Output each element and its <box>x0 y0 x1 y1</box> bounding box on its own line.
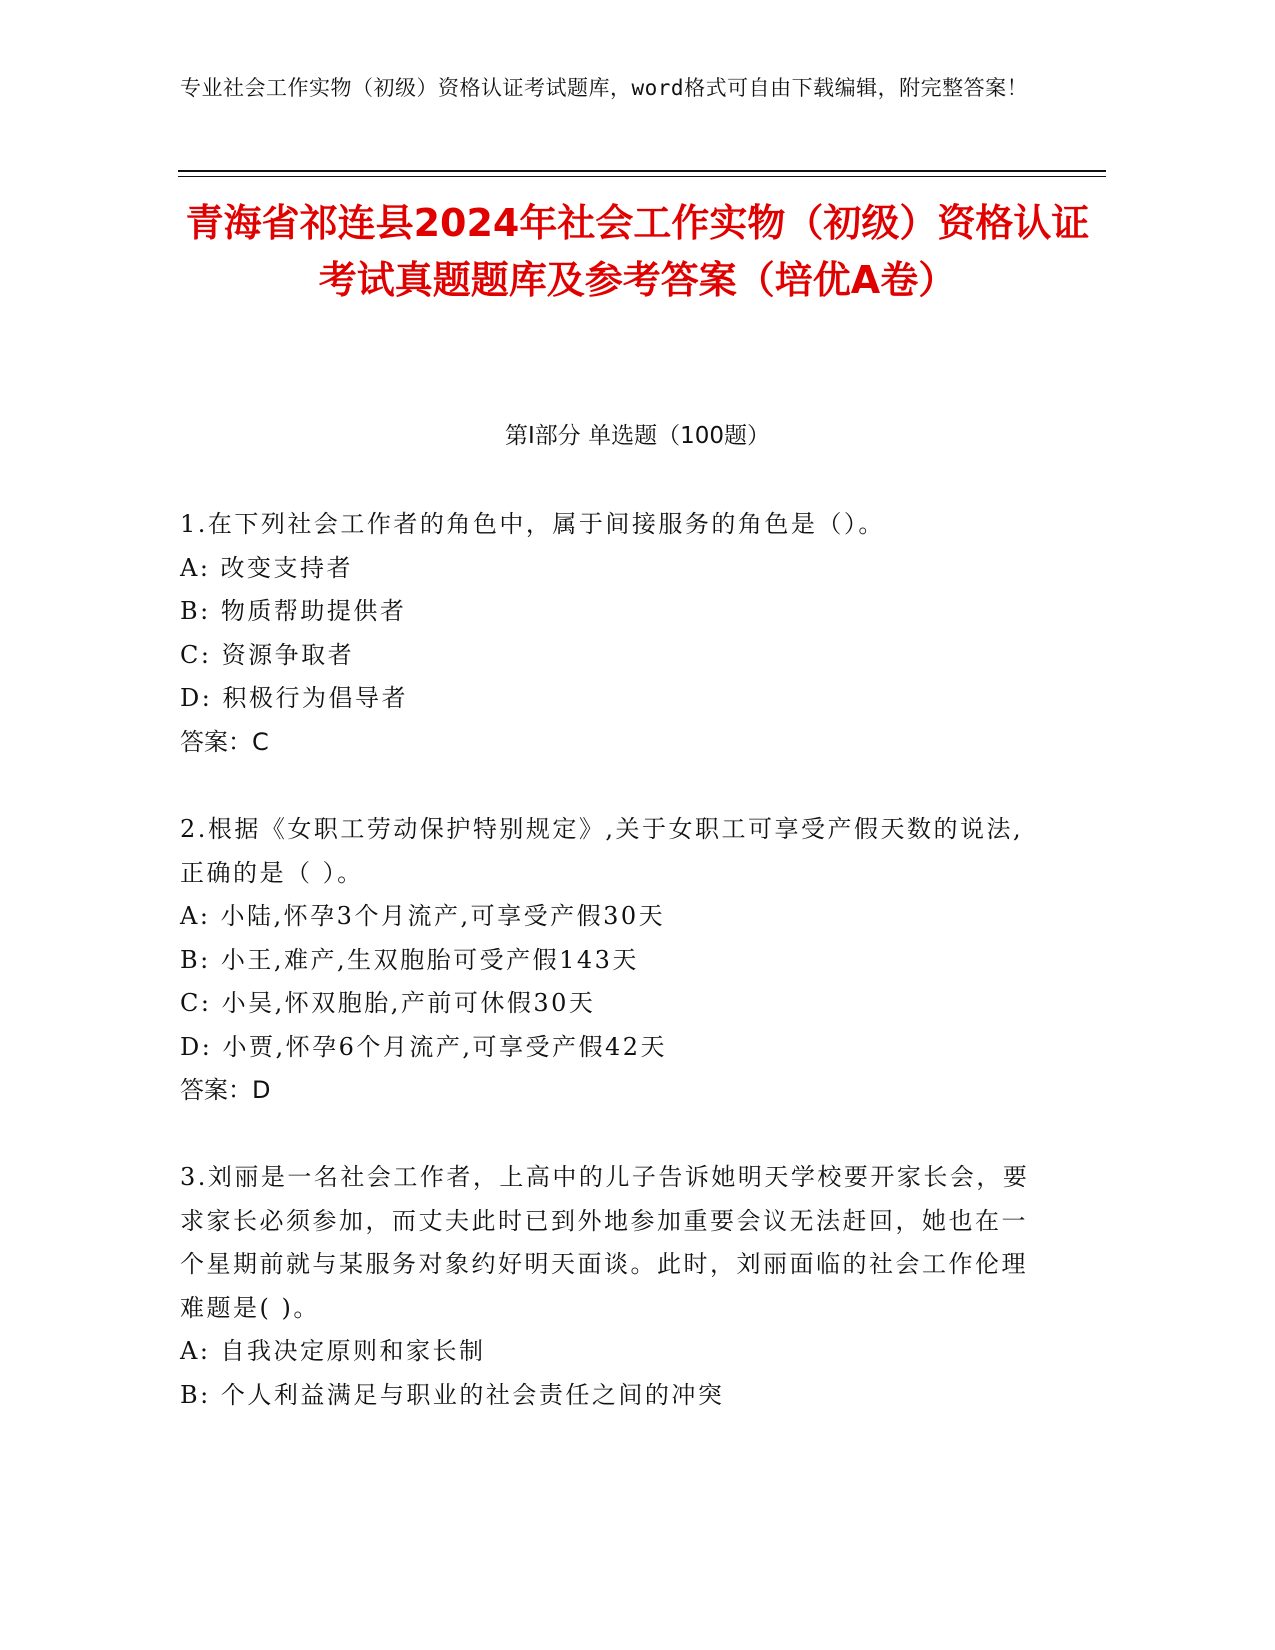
header-divider-thick <box>178 170 1106 172</box>
header-divider-thin <box>178 176 1106 177</box>
question-stem: 1.在下列社会工作者的角色中，属于间接服务的角色是（）。 <box>180 510 885 538</box>
header-note: 专业社会工作实物（初级）资格认证考试题库，word格式可自由下载编辑，附完整答案！ <box>180 76 1029 100</box>
question-stem: 2.根据《女职工劳动保护特别规定》,关于女职工可享受产假天数的说法,正确的是（ ）。 <box>180 815 1024 887</box>
question-stem: 3.刘丽是一名社会工作者，上高中的儿子告诉她明天学校要开家长会，要求家长必须参加，而丈夫此时已到外地参加重要会议无法赶回，她也在一个星期前就与某服务对象约好明天面谈。此时，刘丽面临的社会工作伦理难题是( )。 <box>180 1163 1030 1322</box>
section-heading: 第Ⅰ部分 单选题（100题） <box>505 423 770 449</box>
option-b: B: 物质帮助提供者 <box>180 597 407 625</box>
option-b: B: 小王,难产,生双胞胎可受产假143天 <box>180 945 639 974</box>
option-a: A: 自我决定原则和家长制 <box>180 1337 486 1365</box>
answer: 答案：D <box>180 1076 271 1104</box>
option-b: B: 个人利益满足与职业的社会责任之间的冲突 <box>180 1380 725 1409</box>
option-a: A: 改变支持者 <box>180 553 354 582</box>
question-1 <box>180 503 1040 764</box>
question-3 <box>180 1156 1040 1417</box>
document-title: 青海省祁连县2024年社会工作实物（初级）资格认证考试真题题库及参考答案（培优A卷） <box>185 201 1090 302</box>
option-c: C: 资源争取者 <box>180 640 355 669</box>
option-c: C: 小吴,怀双胞胎,产前可休假30天 <box>180 989 596 1017</box>
question-2 <box>180 808 1040 1113</box>
option-d: D: 积极行为倡导者 <box>180 684 408 712</box>
option-a: A: 小陆,怀孕3个月流产,可享受产假30天 <box>180 902 666 930</box>
answer: 答案：C <box>180 727 269 756</box>
option-d: D: 小贾,怀孕6个月流产,可享受产假42天 <box>180 1032 668 1061</box>
